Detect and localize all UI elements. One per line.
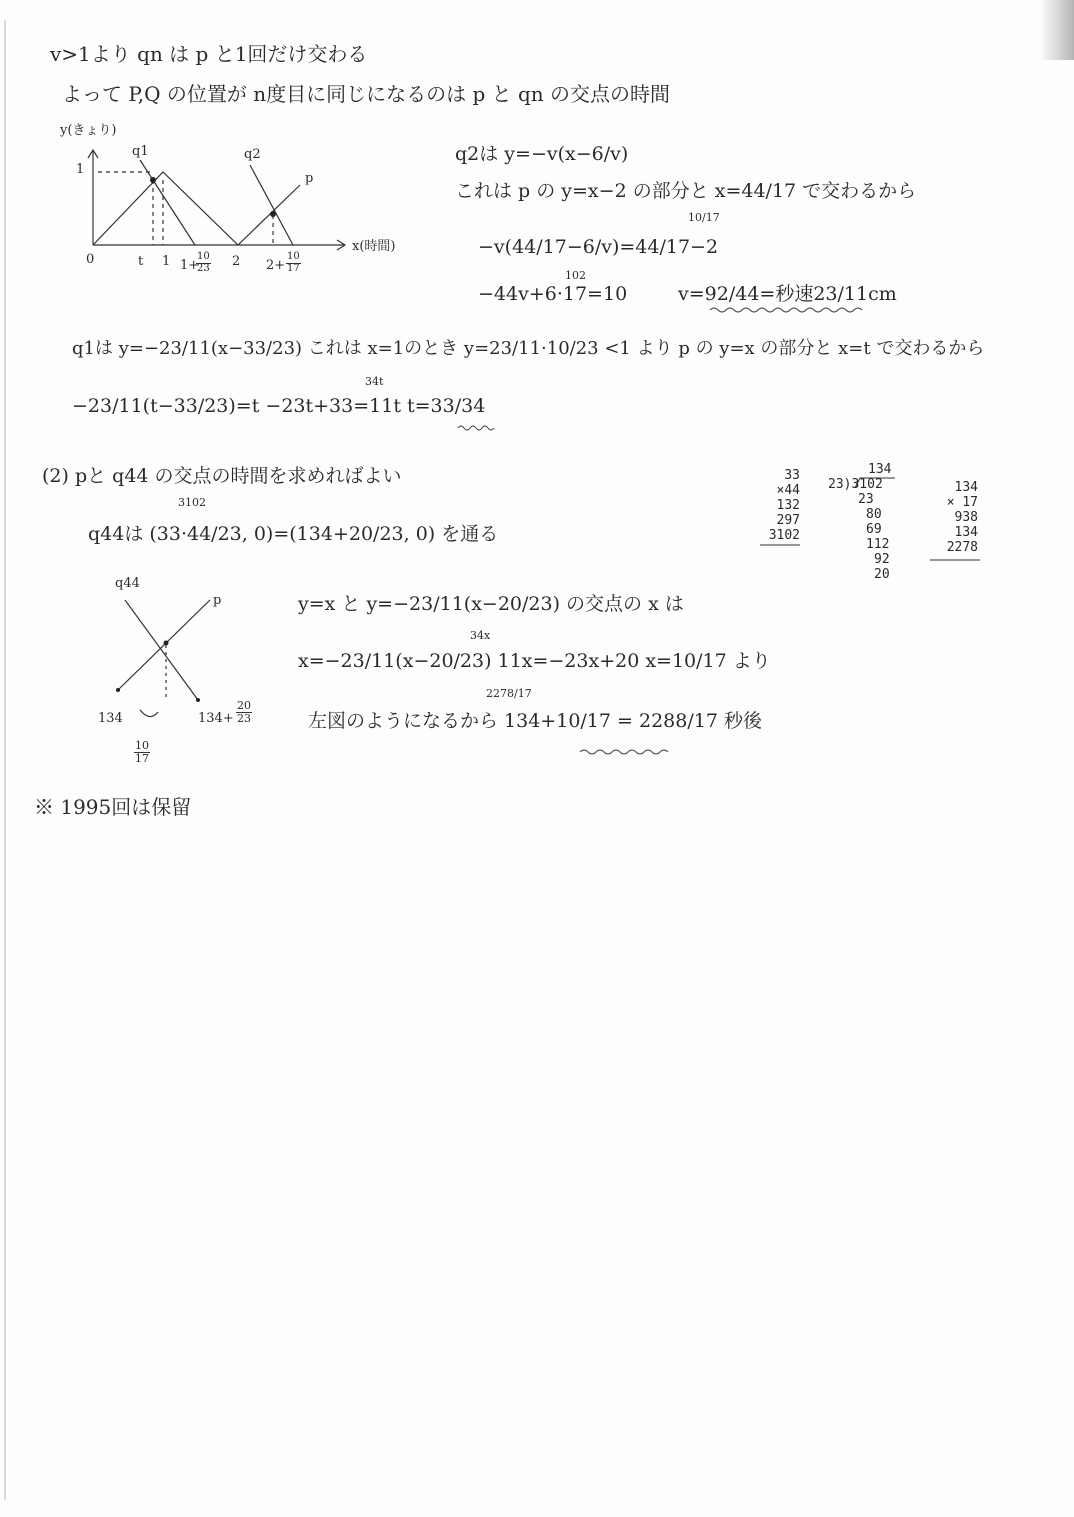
side-calc-multiplication-1: 33 ×44 132 297 3102 <box>768 468 800 543</box>
right-point-frac: $\frac{20}{23}$ <box>237 699 251 725</box>
annotation-3102: 3102 <box>178 496 206 509</box>
gap-brace <box>140 710 158 717</box>
x-tick-2: 2 <box>232 254 241 269</box>
q1-calc: −23/11(t−33/23)=t −23t+33=11t t=33/34 <box>72 395 486 417</box>
x-tick-1-frac: $\frac{10}{23}$ <box>197 251 210 274</box>
q44-line <box>125 600 198 700</box>
q2-note: これは p の y=x−2 の部分と x=44/17 で交わるから <box>455 180 917 202</box>
annotation-34t: 34t <box>365 375 384 388</box>
left-point-label: 134 <box>98 711 123 726</box>
q1-intersection <box>150 177 156 183</box>
q2-intersection <box>270 211 276 217</box>
q2-label: q2 <box>244 147 261 162</box>
p-label: p <box>305 171 314 186</box>
x-tick-t: t <box>138 254 144 269</box>
annotation-102: 102 <box>565 269 586 282</box>
q2-result: v=92/44=秒速23/11cm <box>678 283 897 305</box>
x-tick-2-frac: $\frac{10}{17}$ <box>287 251 300 274</box>
q2-calc-2: −44v+6·17=10 <box>478 283 628 305</box>
q2-calc-1: −v(44/17−6/v)=44/17−2 <box>478 236 719 258</box>
x-axis-label: x(時間) <box>352 239 396 254</box>
p-start-dot <box>116 688 120 692</box>
x-tick-2-plus: 2+ <box>266 258 286 273</box>
right-point-label: 134+ <box>198 711 234 726</box>
q1-line <box>140 160 195 245</box>
p-line <box>93 172 300 245</box>
q1-line: q1は y=−23/11(x−33/23) これは x=1のとき y=23/11·10/23 <1 より p の y=x の部分と x=t で交わるから <box>72 338 985 359</box>
intro-line-2: よって P,Q の位置が n度目に同じになるのは p と qn の交点の時間 <box>62 82 671 106</box>
y-tick-1: 1 <box>76 162 85 177</box>
q44-label: q44 <box>115 576 140 591</box>
x-tick-0: 0 <box>86 252 95 267</box>
annotation-34x: 34x <box>470 629 491 642</box>
part2-final: 左図のようになるから 134+10/17 = 2288/17 秒後 <box>308 710 762 732</box>
q2-line <box>250 165 293 245</box>
q44-end-dot <box>196 698 200 702</box>
x-tick-1-plus: 1+ <box>180 258 200 273</box>
part2-calc: x=−23/11(x−20/23) 11x=−23x+20 x=10/17 より <box>298 650 771 672</box>
q44-intersection <box>164 641 169 646</box>
x-tick-1: 1 <box>162 254 171 269</box>
part2-equation: y=x と y=−23/11(x−20/23) の交点の x は <box>298 593 684 615</box>
part2-title: (2) pと q44 の交点の時間を求めればよい <box>42 465 402 487</box>
part2-q44: q44は (33·44/23, 0)=(134+20/23, 0) を通る <box>88 523 499 545</box>
q2-equation: q2は y=−v(x−6/v) <box>455 143 629 165</box>
side-calc-multiplication-2: 134 × 17 938 134 2278 <box>946 480 978 555</box>
side-calc-division: 134 23)3102 23 80 69 112 92 20 <box>828 462 892 582</box>
answer-v-underline <box>710 308 862 312</box>
footnote: ※ 1995回は保留 <box>34 795 192 819</box>
gap-frac: $\frac{10}{17}$ <box>135 739 149 765</box>
answer-2-underline <box>580 750 668 754</box>
annotation-2278-17: 2278/17 <box>486 687 532 700</box>
intro-line-1: v>1より qn は p と1回だけ交わる <box>50 42 368 66</box>
p-line-2 <box>118 600 210 690</box>
annotation-10-17: 10/17 <box>688 211 720 224</box>
q1-label: q1 <box>132 144 149 159</box>
y-axis-label: y(きょり) <box>60 123 117 138</box>
answer-t-underline <box>458 426 494 430</box>
p-label-2: p <box>213 593 222 608</box>
